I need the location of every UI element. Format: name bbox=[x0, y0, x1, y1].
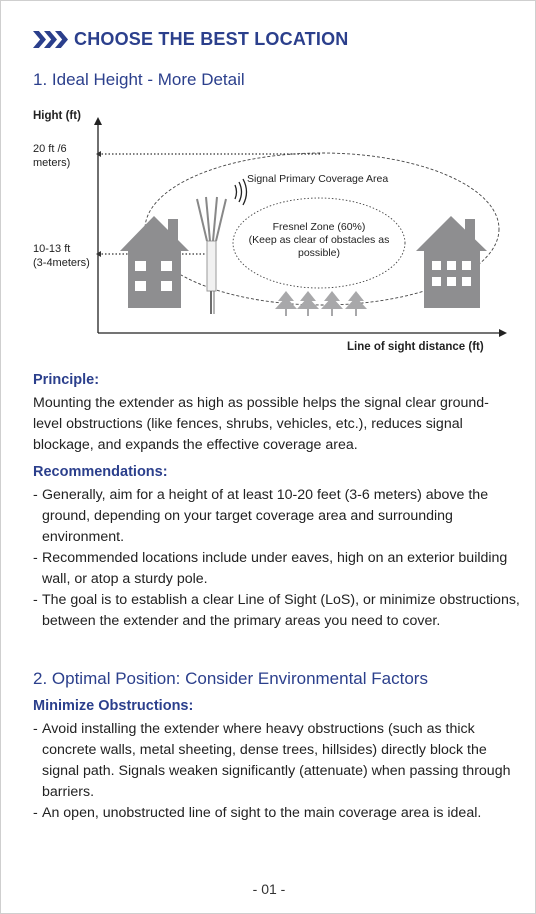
principle-title: Principle: bbox=[33, 372, 100, 388]
obstruction-item: - Avoid installing the extender where heavy obstructions (such as thick concrete walls, metal sheeting, dense trees, hillsides) directly block the signal path. Signals weaken significantly (attenuate) when passing through barriers. bbox=[33, 721, 511, 800]
recommendations-list bbox=[33, 485, 523, 632]
right-house-icon bbox=[416, 216, 487, 308]
tree-2 bbox=[297, 291, 319, 316]
coverage-area-label: Signal Primary Coverage Area bbox=[247, 173, 389, 185]
y-axis-arrow bbox=[94, 117, 102, 125]
height-low-label-1: 10-13 ft bbox=[33, 243, 71, 255]
tree-3 bbox=[321, 291, 343, 316]
obstructions-title: Minimize Obstructions: bbox=[33, 698, 194, 714]
height-low-label-2: (3-4meters) bbox=[33, 257, 90, 269]
tree-1 bbox=[275, 291, 297, 316]
trees-icon bbox=[275, 291, 367, 316]
recommendations-title: Recommendations: bbox=[33, 464, 168, 480]
section1-title: 1. Ideal Height - More Detail bbox=[33, 70, 245, 89]
recommendation-item: - Recommended locations include under eaves, high on an exterior building wall, or atop a sturdy pole. bbox=[33, 550, 508, 587]
x-axis-label: Line of sight distance (ft) bbox=[347, 341, 484, 353]
recommendation-item: - Generally, aim for a height of at least 10-20 feet (3-6 meters) above the ground, depending on your target coverage area and surrounding environment. bbox=[33, 487, 489, 545]
signal-waves-icon bbox=[235, 179, 247, 205]
extender-pole-icon bbox=[197, 197, 226, 314]
obstructions-list bbox=[33, 719, 523, 824]
principle-text: Mounting the extender as high as possible helps the signal clear ground-level obstructions (like fences, shrubs, vehicles, etc.), reduces signal blockage, and expands the effective coverage area. bbox=[33, 395, 489, 453]
height-diagram bbox=[1, 101, 536, 361]
fresnel-label-1: Fresnel Zone (60%) bbox=[272, 221, 366, 233]
y-axis-label: Hight (ft) bbox=[33, 110, 81, 122]
obstruction-item: - An open, unobstructed line of sight to the main coverage area is ideal. bbox=[33, 805, 482, 821]
triple-chevron-icon bbox=[33, 31, 66, 48]
page-header bbox=[33, 29, 348, 50]
tree-4 bbox=[345, 291, 367, 316]
recommendation-item: - The goal is to establish a clear Line of Sight (LoS), or minimize obstructions, between the extender and the primary areas you need to cover. bbox=[33, 592, 520, 629]
x-axis-arrow bbox=[499, 329, 507, 337]
height-high-label-2: meters) bbox=[33, 157, 71, 169]
height-high-label-1: 20 ft /6 bbox=[33, 143, 67, 155]
section2-title: 2. Optimal Position: Consider Environmental Factors bbox=[33, 669, 428, 688]
fresnel-label-2: (Keep as clear of obstacles as bbox=[248, 234, 390, 246]
left-house-icon bbox=[120, 216, 189, 308]
page-number: - 01 - bbox=[252, 881, 286, 897]
fresnel-label-3: possible) bbox=[297, 247, 341, 259]
header-title: CHOOSE THE BEST LOCATION bbox=[74, 29, 349, 49]
